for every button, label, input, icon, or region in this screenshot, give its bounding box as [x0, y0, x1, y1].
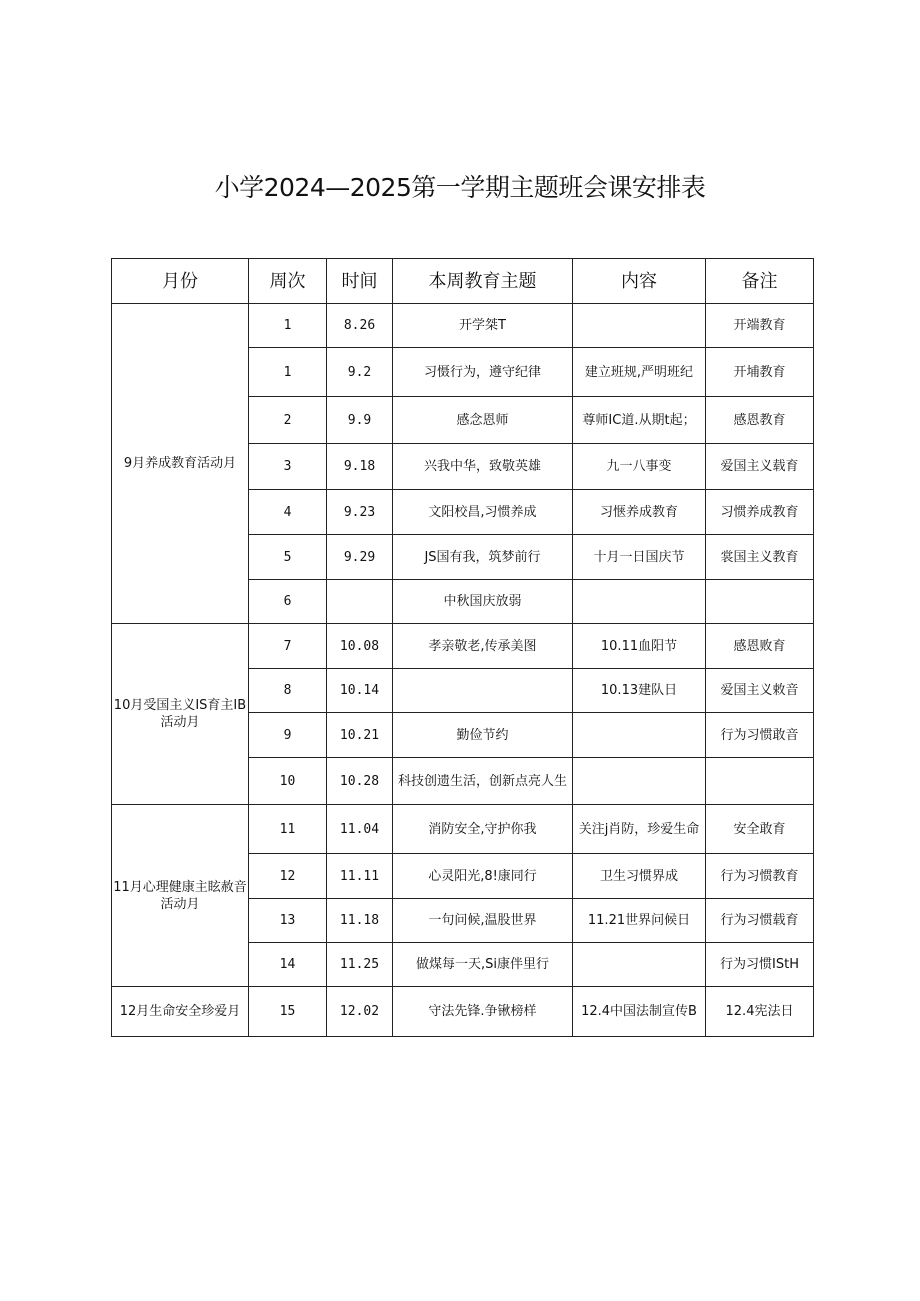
content-cell: 卫生习惯界成	[573, 854, 706, 899]
date-cell: 9.18	[327, 444, 393, 490]
theme-cell: 孝亲敬老,传承美图	[393, 624, 573, 669]
week-cell: 11	[249, 805, 327, 854]
date-cell: 9.9	[327, 397, 393, 444]
date-cell: 10.14	[327, 669, 393, 713]
note-cell	[706, 758, 814, 805]
note-cell: 12.4宪法日	[706, 987, 814, 1037]
theme-cell: 习慑行为，遵守纪律	[393, 348, 573, 397]
date-cell: 10.21	[327, 713, 393, 758]
table-row	[112, 805, 814, 854]
note-cell: 安全敢育	[706, 805, 814, 854]
theme-cell: 中秋国庆放弱	[393, 580, 573, 624]
theme-cell	[393, 669, 573, 713]
theme-cell: 心灵阳光,8!康同行	[393, 854, 573, 899]
date-cell: 11.04	[327, 805, 393, 854]
content-cell	[573, 580, 706, 624]
note-cell: 行为习惯敢音	[706, 713, 814, 758]
note-cell: 开埔教育	[706, 348, 814, 397]
content-cell	[573, 304, 706, 348]
week-cell: 13	[249, 899, 327, 943]
content-cell	[573, 943, 706, 987]
note-cell: 行为习惯载育	[706, 899, 814, 943]
content-cell: 10.13建队日	[573, 669, 706, 713]
note-cell: 行为习惯教育	[706, 854, 814, 899]
week-cell: 9	[249, 713, 327, 758]
week-cell: 10	[249, 758, 327, 805]
content-cell: 十月一日国庆节	[573, 535, 706, 580]
note-cell	[706, 580, 814, 624]
theme-cell: 守法先锋.争锹榜样	[393, 987, 573, 1037]
content-cell: 尊师IC道.从期t起；	[573, 397, 706, 444]
week-cell: 3	[249, 444, 327, 490]
theme-cell: 科技创遗生活，创新点亮人生	[393, 758, 573, 805]
note-cell: 爱国主义敕音	[706, 669, 814, 713]
content-cell: 关注j肖防，珍爱生命	[573, 805, 706, 854]
date-cell: 10.28	[327, 758, 393, 805]
month-cell: 9月养成教育活动月	[112, 304, 249, 624]
content-cell: 建立班规,严明班纪	[573, 348, 706, 397]
page-title: 小学2024—2025第一学期主题班会课安排表	[214, 173, 706, 202]
date-cell: 12.02	[327, 987, 393, 1037]
header-week: 周次	[249, 259, 327, 304]
theme-cell: 消防安全,守护你我	[393, 805, 573, 854]
month-cell: 10月受国主义IS育主IB活动月	[112, 624, 249, 805]
week-cell: 8	[249, 669, 327, 713]
week-cell: 2	[249, 397, 327, 444]
note-cell: 感恩败育	[706, 624, 814, 669]
table-row	[112, 304, 814, 348]
content-cell: 12.4中国法制宣传B	[573, 987, 706, 1037]
header-date: 时间	[327, 259, 393, 304]
content-cell	[573, 758, 706, 805]
theme-cell: 感念恩师	[393, 397, 573, 444]
table-row	[112, 987, 814, 1037]
theme-cell: 勤俭节约	[393, 713, 573, 758]
week-cell: 1	[249, 304, 327, 348]
header-theme: 本周教育主题	[393, 259, 573, 304]
theme-cell: JS国有我，筑梦前行	[393, 535, 573, 580]
header-row	[112, 259, 814, 304]
week-cell: 15	[249, 987, 327, 1037]
content-cell: 11.21世界问候日	[573, 899, 706, 943]
note-cell: 行为习惯IStH	[706, 943, 814, 987]
week-cell: 4	[249, 490, 327, 535]
date-cell: 11.11	[327, 854, 393, 899]
week-cell: 5	[249, 535, 327, 580]
week-cell: 14	[249, 943, 327, 987]
header-month: 月份	[112, 259, 249, 304]
theme-cell: 文阳校昌,习惯养成	[393, 490, 573, 535]
date-cell: 10.08	[327, 624, 393, 669]
week-cell: 6	[249, 580, 327, 624]
date-cell: 9.23	[327, 490, 393, 535]
theme-cell: 兴我中华，致敬英雄	[393, 444, 573, 490]
note-cell: 爱国主义载育	[706, 444, 814, 490]
week-cell: 12	[249, 854, 327, 899]
content-cell	[573, 713, 706, 758]
header-note: 备注	[706, 259, 814, 304]
content-cell: 九一八事变	[573, 444, 706, 490]
table-row	[112, 624, 814, 669]
month-cell: 12月生命安全珍爱月	[112, 987, 249, 1037]
date-cell: 9.2	[327, 348, 393, 397]
date-cell: 11.25	[327, 943, 393, 987]
week-cell: 1	[249, 348, 327, 397]
content-cell: 10.11血阳节	[573, 624, 706, 669]
note-cell: 感恩教育	[706, 397, 814, 444]
date-cell: 8.26	[327, 304, 393, 348]
date-cell: 9.29	[327, 535, 393, 580]
note-cell: 习惯养成教育	[706, 490, 814, 535]
month-cell: 11月心理健康主眩赦音活动月	[112, 805, 249, 987]
note-cell: 裳国主义教育	[706, 535, 814, 580]
content-cell: 习惬养成教育	[573, 490, 706, 535]
note-cell: 开端教育	[706, 304, 814, 348]
schedule-table	[111, 258, 814, 1037]
date-cell: 11.18	[327, 899, 393, 943]
theme-cell: 做煤每一天,Si康伴里行	[393, 943, 573, 987]
theme-cell: 一句问候,温股世界	[393, 899, 573, 943]
date-cell	[327, 580, 393, 624]
week-cell: 7	[249, 624, 327, 669]
theme-cell: 开学桀T	[393, 304, 573, 348]
header-content: 内容	[573, 259, 706, 304]
